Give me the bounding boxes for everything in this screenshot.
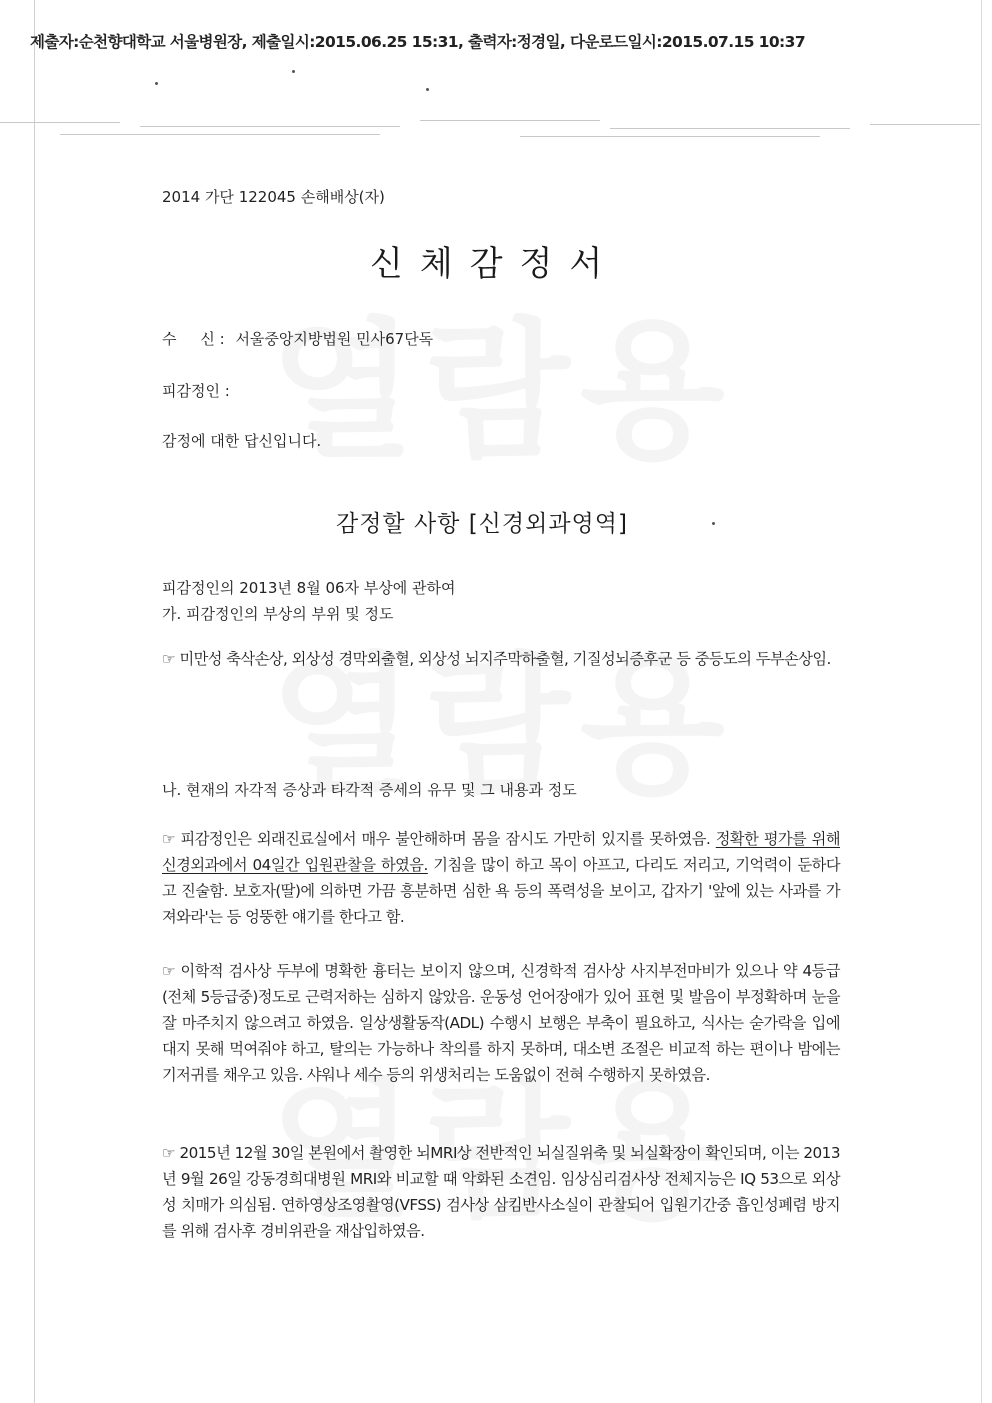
- submission-header: 제출자:순천향대학교 서울병원장, 제출일시:2015.06.25 15:31, 출력자:정경일, 다운로드일시:2015.07.15 10:37: [30, 33, 806, 51]
- intro-line: 감정에 대한 답신입니다.: [162, 432, 322, 450]
- scan-noise: [0, 116, 992, 156]
- question-a: 가. 피감정인의 부상의 부위 및 정도: [162, 605, 394, 623]
- scan-speck: [712, 522, 715, 525]
- section-title: 감정할 사항 [신경외과영역]: [336, 511, 628, 537]
- recipient-value: 서울중앙지방법원 민사67단독: [235, 330, 434, 348]
- recipient-label: 수 신 :: [162, 330, 225, 348]
- recipient-row: [162, 328, 433, 349]
- answer-b1-text-cont: 기침을 많이 하고 목이 아프고, 다리도 저리고, 기억력이 둔하다고 진술함. 보호자(딸)에 의하면 가끔 흥분하면 심한 욕 등의 폭력성을 보이고, 갑자기 '앞에 있는 사과를 가져와라'는 등 엉뚱한 얘기를 한다고 함.: [162, 856, 840, 926]
- answer-b1-underlined: 정확한 평가를 위해 신경외과에서 04일간 입원관찰을 하였음.: [162, 830, 840, 874]
- answer-a: ☞ 미만성 축삭손상, 외상성 경막외출혈, 외상성 뇌지주막하출혈, 기질성뇌증후군 등 중등도의 두부손상임.: [162, 650, 831, 668]
- examinee-row: [162, 380, 230, 401]
- scan-speck: [155, 82, 158, 85]
- answer-b-paragraph-2: ☞ 이학적 검사상 두부에 명확한 흉터는 보이지 않으며, 신경학적 검사상 사지부전마비가 있으나 약 4등급(전체 5등급중)정도로 근력저하는 심하지 않았음. 운동성 언어장애가 있어 표현 및 발음이 부정확하며 눈을 잘 마주치지 않으려고 하였음. 일상생활동작(ADL) 수행시 보행은 부축이 필요하고, 식사는 숟가락을 입에 대지 못해 먹여줘야 하고, 탈의는 가능하나 착의를 하지 못하며, 대소변 조절은 비교적 하는 편이나 밤에는 기저귀를 채우고 있음. 샤워나 세수 등의 위생처리는 도움없이 전혀 수행하지 못하였음.: [162, 962, 840, 1084]
- scan-speck: [292, 70, 295, 73]
- watermark: [270, 270, 750, 486]
- document-title: 신체감정서: [370, 244, 620, 284]
- case-number: 2014 가단 122045 손해배상(자): [162, 188, 385, 206]
- answer-b-paragraph-1: [162, 826, 840, 930]
- question-intro: 피감정인의 2013년 8월 06자 부상에 관하여: [162, 579, 456, 597]
- answer-b1-text: ☞ 피감정인은 외래진료실에서 매우 불안해하며 몸을 잠시도 가만히 있지를 못하였음.: [162, 830, 716, 848]
- examinee-label: 피감정인 :: [162, 382, 230, 400]
- scan-left-edge: [34, 0, 35, 1403]
- answer-b-paragraph-3: ☞ 2015년 12월 30일 본원에서 촬영한 뇌MRI상 전반적인 뇌실질위축 및 뇌실확장이 확인되며, 이는 2013년 9월 26일 강동경희대병원 MRI와 비교할 때 악화된 소견임. 임상심리검사상 전체지능은 IQ 53으로 외상성 치매가 의심됨. 연하영상조영촬영(VFSS) 검사상 삼킴반사소실이 관찰되어 입원기간중 흡인성폐렴 방지를 위해 검사후 경비위관을 재삽입하였음.: [162, 1144, 840, 1240]
- scan-speck: [426, 88, 429, 91]
- question-b: 나. 현재의 자각적 증상과 타각적 증세의 유무 및 그 내용과 정도: [162, 781, 577, 799]
- scan-right-edge: [981, 0, 982, 1403]
